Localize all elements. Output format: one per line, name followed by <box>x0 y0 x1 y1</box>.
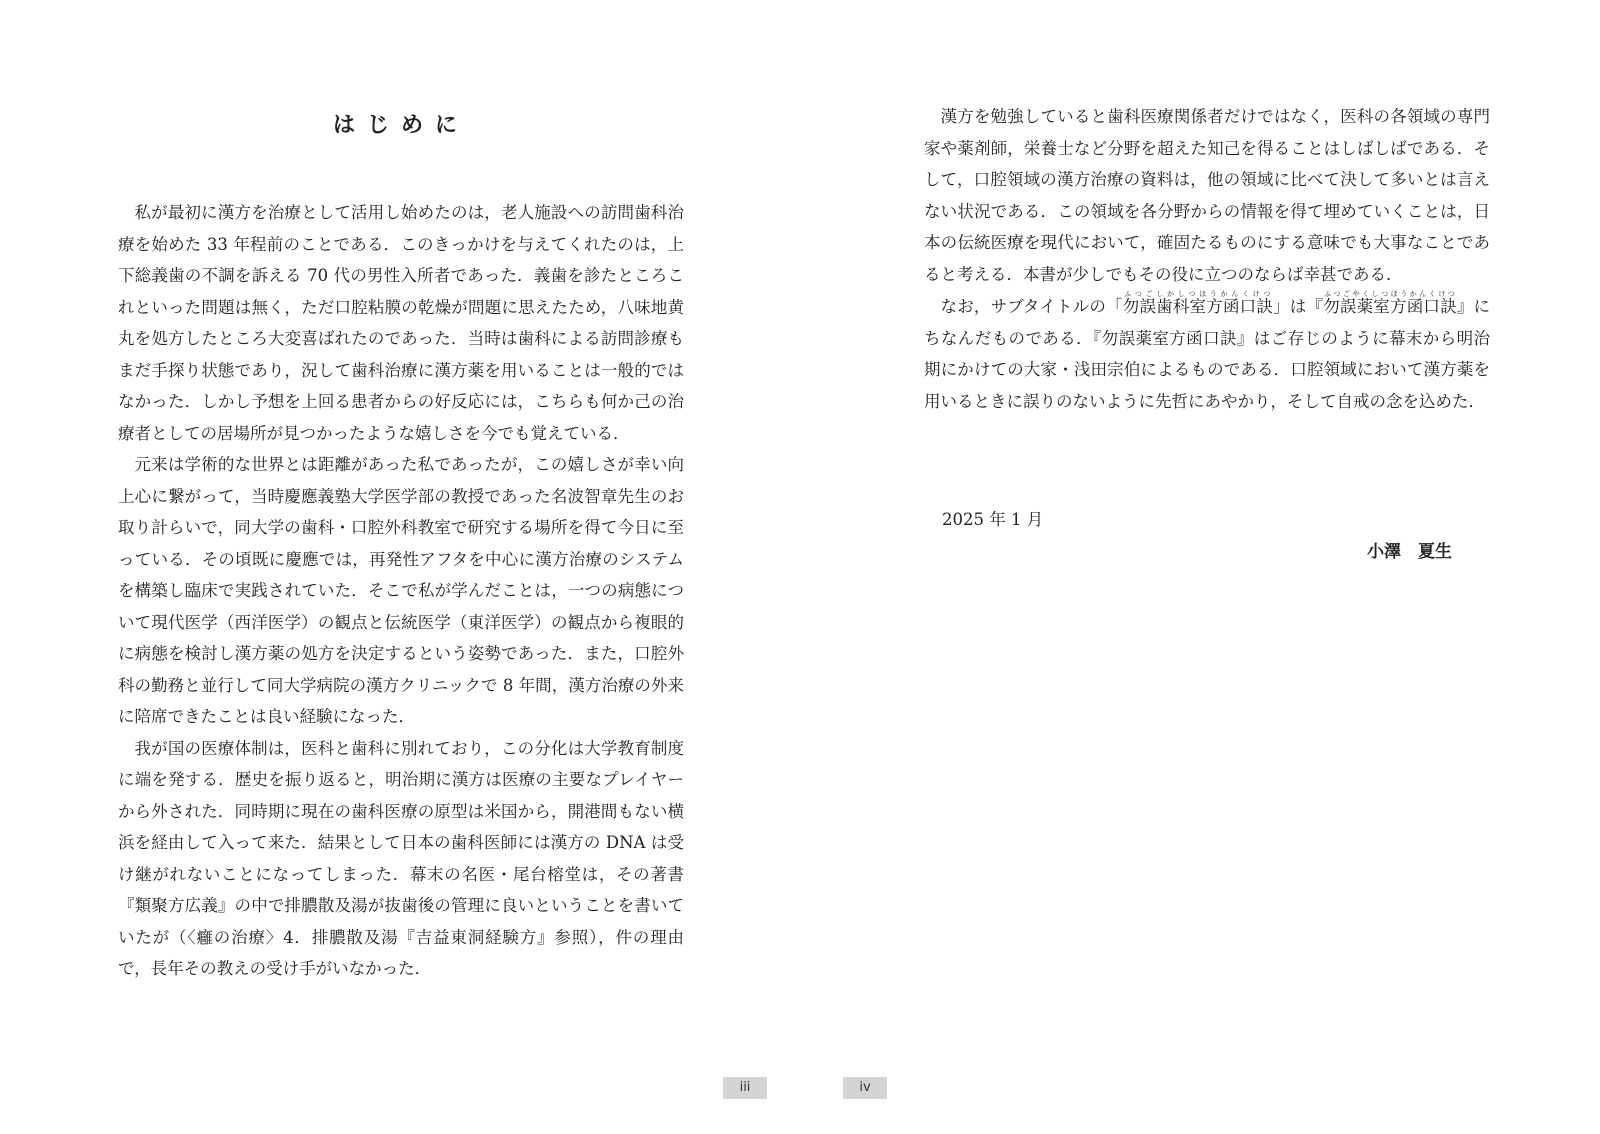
paragraph-text: なお，サブタイトルの「 <box>940 297 1123 316</box>
subtitle-ruby <box>1122 290 1274 316</box>
reference-ruby <box>1323 290 1457 316</box>
left-page-body <box>118 197 684 985</box>
subtitle-text: 勿誤歯科室方函口訣 <box>1122 297 1274 316</box>
body-paragraph: 元来は学術的な世界とは距離があった私であったが，この嬉しさが幸い向上心に繋がって，当時慶應義塾大学医学部の教授であった名波智章先生のお取り計らいで，同大学の歯科・口腔外科教室で研究する場所を得て今日に至っている．その頃既に慶應では，再発性アフタを中心に漢方治療のシステムを構築し臨床で実践されていた．そこで私が学んだことは，一つの病態について現代医学（西洋医学）の観点と伝統医学（東洋医学）の観点から複眼的に病態を検討し漢方薬の処方を決定するという姿勢であった．また，口腔外科の勤務と並行して同大学病院の漢方クリニックで 8 年間，漢方治療の外来に陪席できたことは良い経験になった． <box>118 455 684 726</box>
subtitle-reading: ふつごしかしつほうかんくけつ <box>1122 290 1273 298</box>
author-name: 小澤 夏生 <box>1367 542 1452 562</box>
reference-reading: ふつごやくしつほうかんくけつ <box>1323 290 1457 298</box>
page-number-right: iv <box>843 1077 887 1099</box>
body-paragraph: 我が国の医療体制は，医科と歯科に別れており，この分化は大学教育制度に端を発する．歴史を振り返ると，明治期に漢方は医療の主要なプレイヤーから外された．同時期に現在の歯科医療の原型は米国から，開港間もない横浜を経由して入って来た．結果として日本の歯科医師には漢方の DNA は受け継がれないことになってしまった．幕末の名医・尾台榕堂は，その著書『類聚方広義』の中で排膿散及湯が抜歯後の管理に良いということを書いていたが（〈癰の治療〉4．排膿散及湯『吉益東洞経験方』参照），件の理由で，長年その教えの受け手がいなかった． <box>118 738 684 978</box>
subtitle-paragraph <box>924 290 1490 417</box>
page-number-left: iii <box>723 1077 767 1099</box>
page-title: はじめに <box>332 112 469 138</box>
body-paragraph: 漢方を勉強していると歯科医療関係者だけではなく，医科の各領域の専門家や薬剤師，栄養士など分野を超えた知己を得ることはしばしばである．そして，口腔領域の漢方治療の資料は，他の領域に比べて決して多いとは言えない状況である．この領域を各分野からの情報を得て埋めていくことは，日本の伝統医療を現代において，確固たるものにする意味でも大事なことであると考える．本書が少しでもその役に立つのならば幸甚である． <box>924 107 1490 284</box>
reference-text: 勿誤薬室方函口訣 <box>1323 297 1457 316</box>
right-page-body <box>924 101 1490 417</box>
body-paragraph: 私が最初に漢方を治療として活用し始めたのは，老人施設への訪問歯科治療を始めた 33 年程前のことである．このきっかけを与えてくれたのは，上下総義歯の不調を訴える 70 代の男性入所者であった．義歯を診たところこれといった問題は無く，ただ口腔粘膜の乾燥が問題に思えたため，八味地黄丸を処方したところ大変喜ばれたのであった．当時は歯科による訪問診療もまだ手探り状態であり，況して歯科治療に漢方薬を用いることは一般的ではなかった．しかし予想を上回る患者からの好反応には，こちらも何か己の治療者としての居場所が見つかったような嬉しさを今でも覚えている． <box>118 203 684 443</box>
date: 2025 年 1 月 <box>942 510 1044 529</box>
paragraph-text: 」は『 <box>1273 297 1324 316</box>
paragraph-text: 』にちなんだものである．『勿誤薬室方函口訣』はご存じのように幕末から明治期にかけての大家・浅田宗伯によるものである．口腔領域において漢方薬を用いるときに誤りのないように先哲にあやかり，そして自戒の念を込めた． <box>924 297 1491 411</box>
